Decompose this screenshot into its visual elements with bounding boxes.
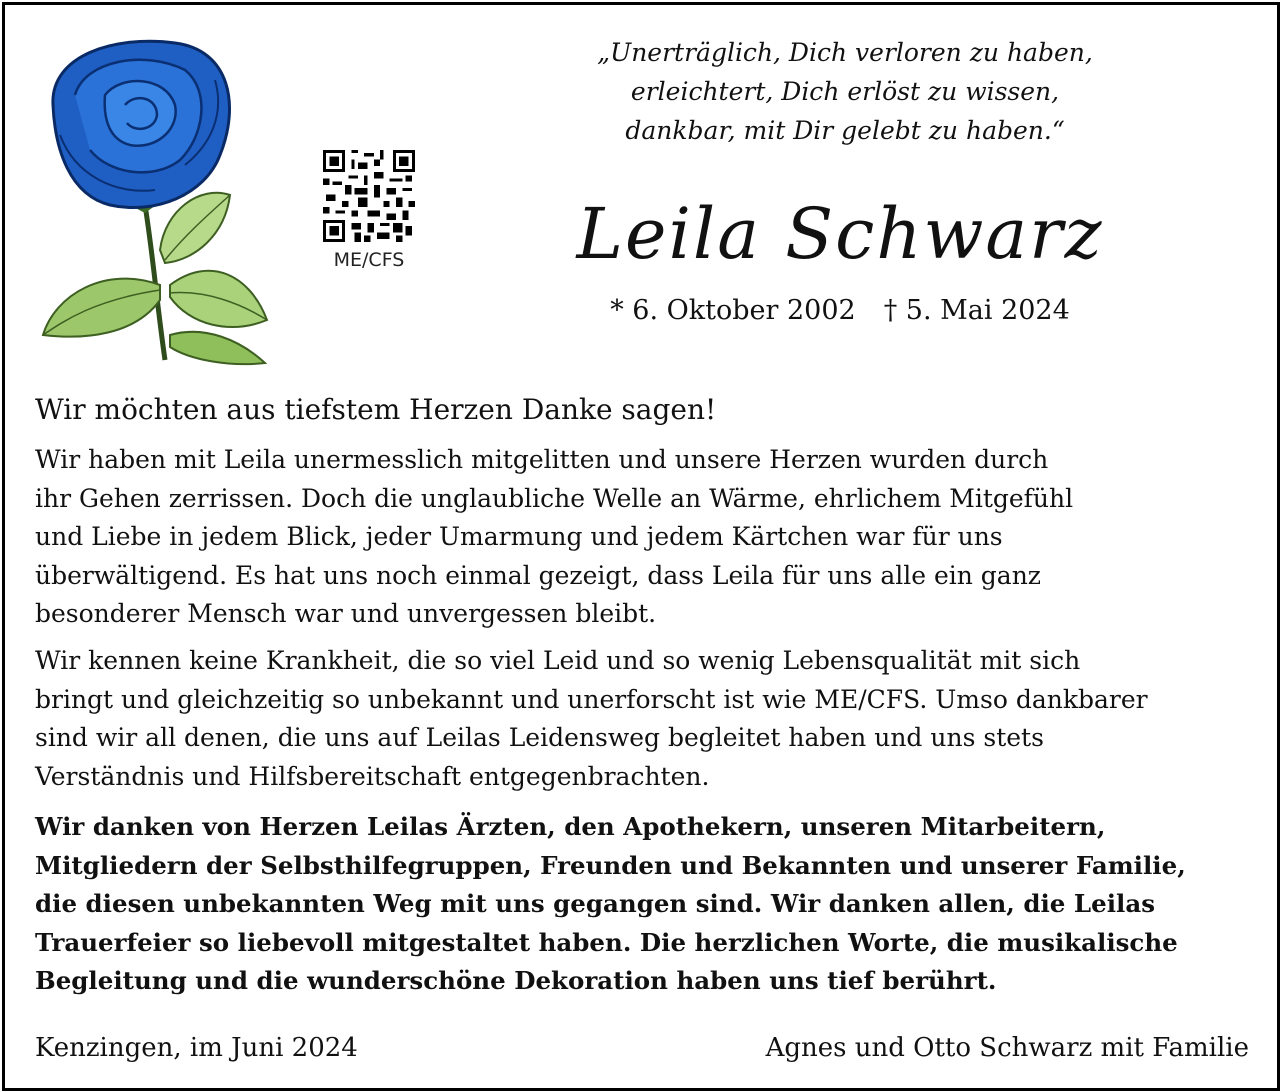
text-line: Wir haben mit Leila unermesslich mitgelitten und unsere Herzen wurden durch	[35, 445, 1049, 474]
paragraph-2	[35, 642, 1260, 796]
text-line: überwältigend. Es hat uns noch einmal gezeigt, dass Leila für uns alle ein ganz	[35, 560, 1041, 590]
birth-date: * 6. Oktober 2002	[610, 295, 856, 326]
obituary-frame	[2, 2, 1280, 1091]
blue-rose-image	[35, 35, 280, 370]
text-line: Mitgliedern der Selbsthilfegruppen, Freunden und Bekannten und unserer Familie,	[35, 850, 1186, 880]
paragraph-1	[35, 441, 1260, 634]
quote	[545, 33, 1145, 150]
text-line: Verständnis und Hilfsbereitschaft entgegenbrachten.	[35, 761, 710, 791]
life-dates	[565, 295, 1115, 326]
death-date: † 5. Mai 2024	[883, 295, 1070, 326]
deceased-name: Leila Schwarz	[576, 193, 1104, 275]
text-line: Begleitung und die wunderschöne Dekoration haben uns tief berührt.	[35, 966, 997, 995]
text-line: bringt und gleichzeitig so unbekannt und unerforscht ist wie ME/CFS. Umso dankbarer	[35, 684, 1148, 714]
text-line: ihr Gehen zerrissen. Doch die unglaubliche Welle an Wärme, ehrlichem Mitgefühl	[35, 483, 1074, 513]
quote-line: dankbar, mit Dir gelebt zu haben.“	[625, 116, 1065, 145]
text-line: Wir danken von Herzen Leilas Ärzten, den Apothekern, unseren Mitarbeitern,	[35, 812, 1106, 841]
text-line: Trauerfeier so liebevoll mitgestaltet haben. Die herzlichen Worte, die musikalische	[35, 927, 1178, 957]
text-line: Wir kennen keine Krankheit, die so viel Leid und so wenig Lebensqualität mit sich	[35, 646, 1081, 675]
quote-line: erleichtert, Dich erlöst zu wissen,	[630, 77, 1060, 106]
paragraph-3	[35, 808, 1260, 1001]
signature: Agnes und Otto Schwarz mit Familie	[765, 1033, 1249, 1063]
text-line: besonderer Mensch war und unvergessen bleibt.	[35, 599, 657, 628]
text-line: sind wir all denen, die uns auf Leilas Leidensweg begleitet haben und uns stets	[35, 723, 1044, 752]
thank-you-heading: Wir möchten aus tiefstem Herzen Danke sagen!	[35, 393, 717, 426]
place-and-date: Kenzingen, im Juni 2024	[35, 1033, 358, 1063]
quote-line: „Unerträglich, Dich verloren zu haben,	[597, 38, 1093, 67]
qr-code-label: ME/CFS	[333, 249, 405, 271]
qr-code[interactable]	[323, 150, 415, 242]
text-line: die diesen unbekannten Weg mit uns gegangen sind. Wir danken allen, die Leilas	[35, 889, 1156, 918]
text-line: und Liebe in jedem Blick, jeder Umarmung und jedem Kärtchen war für uns	[35, 522, 1003, 551]
